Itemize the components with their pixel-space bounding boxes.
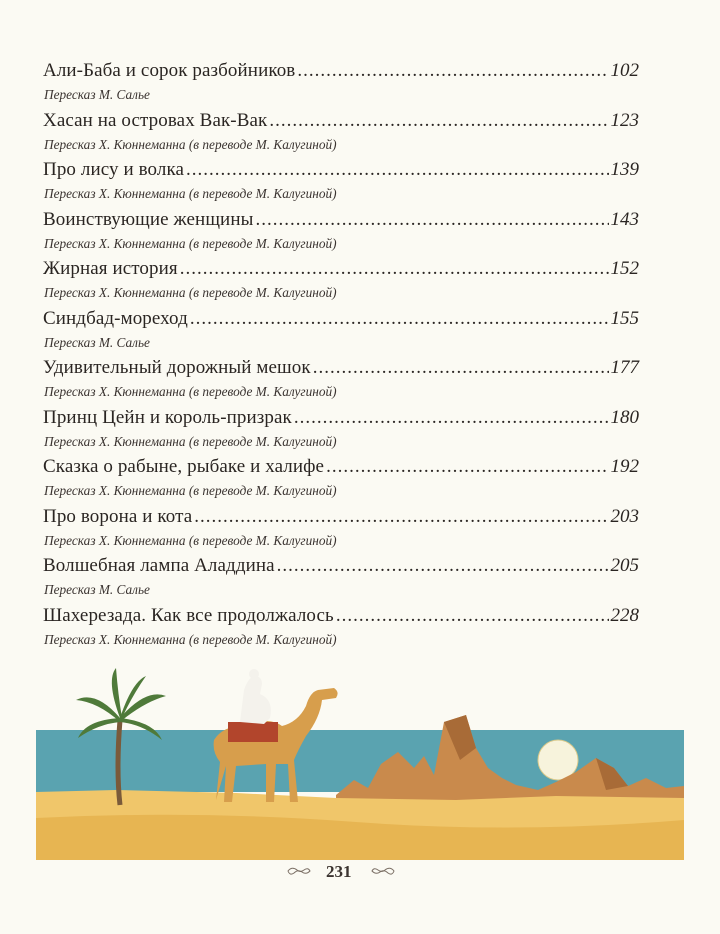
toc-page: 123 xyxy=(610,109,639,131)
toc-credit: Пересказ Х. Кюннеманна (в переводе М. Калугиной) xyxy=(44,532,337,548)
toc-entry[interactable] xyxy=(43,60,639,110)
toc-page: 192 xyxy=(610,456,639,477)
toc-page: 228 xyxy=(610,604,639,626)
dot-leader xyxy=(255,209,608,231)
toc-entry[interactable] xyxy=(43,357,639,407)
toc-page: 155 xyxy=(610,307,639,329)
toc-credit: Пересказ М. Салье xyxy=(44,87,150,102)
toc-page: 102 xyxy=(610,60,639,81)
toc-entry[interactable] xyxy=(43,308,639,358)
desert-illustration xyxy=(36,660,684,860)
dot-leader xyxy=(269,110,608,132)
toc-title: Принц Цейн и король-призрак xyxy=(43,406,292,428)
dot-leader xyxy=(180,258,609,280)
toc-entry[interactable] xyxy=(43,605,639,655)
dot-leader xyxy=(313,357,609,379)
toc-entry[interactable] xyxy=(43,159,639,209)
dot-leader xyxy=(194,506,608,528)
toc-page: 177 xyxy=(610,357,639,378)
saddle-blanket xyxy=(228,722,278,742)
ornament-right-icon xyxy=(370,864,396,882)
toc-page: 203 xyxy=(610,505,639,527)
toc-credit: Пересказ Х. Кюннеманна (в переводе М. Калугиной) xyxy=(44,433,337,449)
palm-tree xyxy=(118,720,120,805)
toc-credit: Пересказ М. Салье xyxy=(44,334,150,350)
toc-title: Шахерезада. Как все продолжалось xyxy=(43,604,334,626)
dot-leader xyxy=(326,456,608,478)
toc-credit: Пересказ Х. Кюннеманна (в переводе М. Калугиной) xyxy=(44,235,337,251)
toc-entry[interactable] xyxy=(43,555,639,605)
toc-title: Воинствующие женщины xyxy=(43,208,254,230)
toc-credit: Пересказ Х. Кюннеманна (в переводе М. Калугиной) xyxy=(44,631,337,647)
toc-page: 152 xyxy=(610,258,639,279)
toc-credit: Пересказ Х. Кюннеманна (в переводе М. Калугиной) xyxy=(44,285,337,300)
toc-entry[interactable] xyxy=(43,407,639,457)
toc-page: 139 xyxy=(610,159,639,180)
toc-entry[interactable] xyxy=(43,110,639,160)
toc-entry[interactable] xyxy=(43,506,639,556)
toc-title: Удивительный дорожный мешок xyxy=(43,357,311,378)
toc-title: Волшебная лампа Аладдина xyxy=(43,555,275,576)
toc-page: 180 xyxy=(610,406,639,428)
toc-credit: Пересказ Х. Кюннеманна (в переводе М. Калугиной) xyxy=(44,186,337,201)
toc-title: Про ворона и кота xyxy=(43,505,193,527)
toc-title: Про лису и волка xyxy=(43,159,185,180)
toc-credit: Пересказ Х. Кюннеманна (в переводе М. Калугиной) xyxy=(44,384,337,399)
dot-leader xyxy=(190,308,609,330)
toc-credit: Пересказ Х. Кюннеманна (в переводе М. Калугиной) xyxy=(44,483,337,498)
dot-leader xyxy=(294,407,609,429)
toc-entry[interactable] xyxy=(43,456,639,506)
toc-page: 205 xyxy=(610,555,639,576)
toc-entry[interactable] xyxy=(43,258,639,308)
dot-leader xyxy=(336,605,609,627)
toc-title: Жирная история xyxy=(43,258,178,279)
toc-credit: Пересказ Х. Кюннеманна (в переводе М. Калугиной) xyxy=(44,136,337,152)
ornament-left-icon xyxy=(286,864,312,882)
toc-title: Сказка о рабыне, рыбаке и халифе xyxy=(43,456,325,477)
dot-leader xyxy=(277,555,609,577)
toc-entry[interactable] xyxy=(43,209,639,259)
dot-leader xyxy=(297,60,608,82)
page-number: 231 xyxy=(326,862,352,881)
toc-title: Хасан на островах Вак-Вак xyxy=(43,109,268,131)
toc-title: Синдбад-мореход xyxy=(43,307,188,329)
toc-credit: Пересказ М. Салье xyxy=(44,582,150,597)
toc-page: 143 xyxy=(610,208,639,230)
rider xyxy=(240,676,271,724)
table-of-contents xyxy=(43,60,639,654)
toc-title: Али-Баба и сорок разбойников xyxy=(43,60,296,81)
dot-leader xyxy=(186,159,608,181)
